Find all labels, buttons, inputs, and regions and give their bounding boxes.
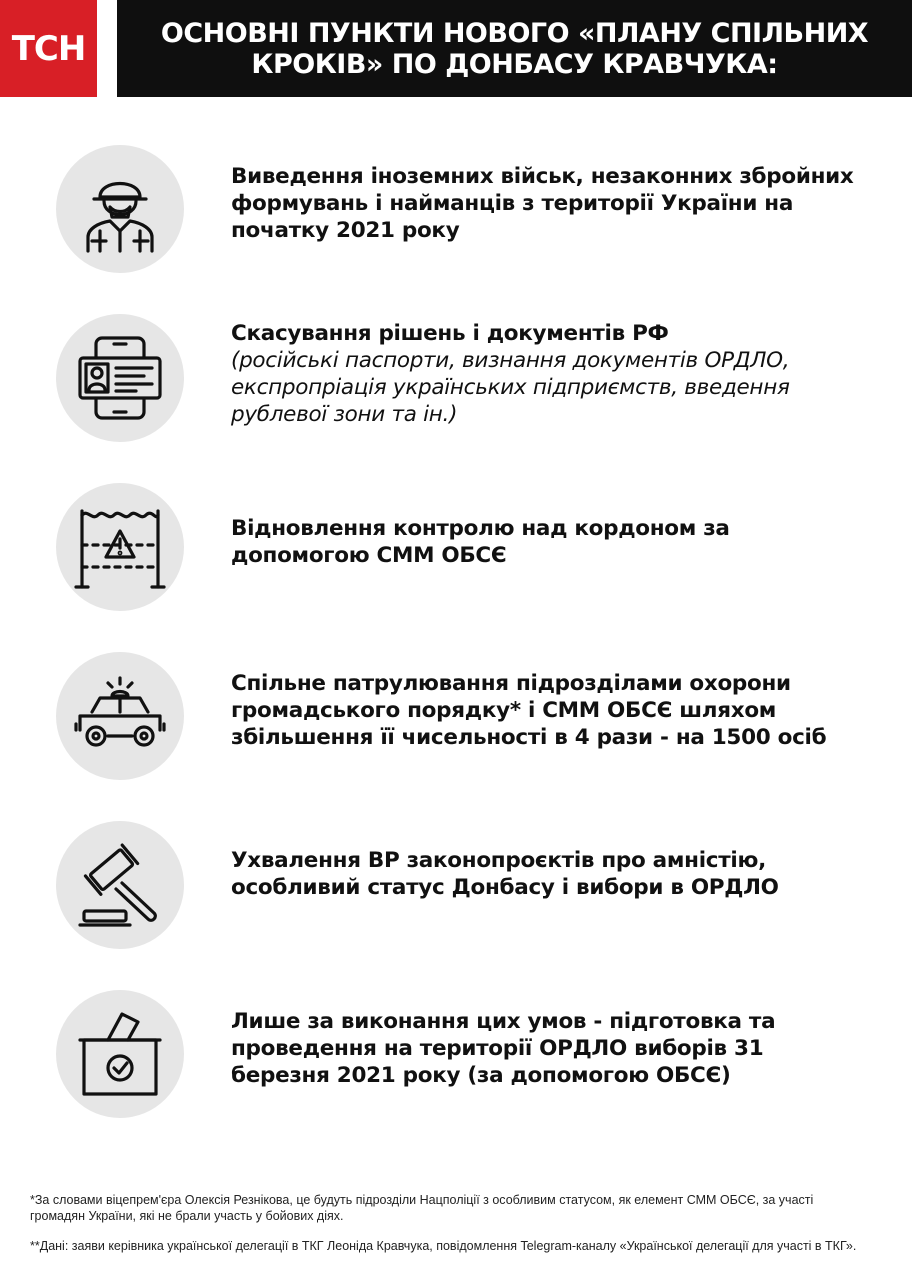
icon-circle (56, 314, 184, 442)
list-item (0, 483, 912, 613)
soldier-icon (70, 159, 170, 259)
list-item (0, 314, 912, 444)
tsn-logo (0, 0, 97, 97)
police-car-icon (70, 666, 170, 766)
item-emphasis: СММ ОБСЄ (376, 543, 507, 568)
header-banner (117, 0, 912, 97)
list-item (0, 652, 912, 782)
icon-circle (56, 483, 184, 611)
footnote-resnikov: *За словами віцепрем'єра Олексія Резнікова, це будуть підрозділи Нацполіції з особливим статусом, як елемент СММ ОБСЄ, за участі громадян України, які не брали участь у бойових діях. (30, 1193, 814, 1223)
footnote-source: **Дані: заяви керівника української делегації в ТКГ Леоніда Кравчука, повідомлення Telegram-каналу «Української делегації для участі в ТКГ». (30, 1239, 857, 1253)
gavel-icon (70, 835, 170, 935)
ballot-box-icon (70, 1004, 170, 1104)
item-subtitle: (російські паспорти, визнання документів ОРДЛО, експропріація українських підприємств, введення рублевої зони та ін.) (231, 348, 790, 427)
item-text: Спільне патрулювання підрозділами охорони громадського порядку* і СММ ОБСЄ шляхом збільшення її чисельності в 4 рази - на 1500 осіб (231, 671, 827, 750)
icon-circle (56, 652, 184, 780)
item-text: Ухвалення ВР законопроєктів про амністію, особливий статус Донбасу і вибори в ОРДЛО (231, 848, 779, 900)
item-text: Лише за виконання цих умов - підготовка та проведення на території ОРДЛО виборів 31 березня 2021 року (за допомогою ОБСЄ) (231, 1009, 776, 1088)
item-title: Скасування рішень і документів РФ (231, 321, 669, 346)
list-item (0, 821, 912, 951)
page-title: ОСНОВНІ ПУНКТИ НОВОГО «ПЛАНУ СПІЛЬНИХ КРОКІВ» ПО ДОНБАСУ КРАВЧУКА: (160, 17, 869, 80)
logo-text: ТСН (11, 28, 86, 69)
icon-circle (56, 145, 184, 273)
item-text: Виведення іноземних військ, незаконних збройних формувань і найманців з території України на початку 2021 року (231, 164, 854, 243)
item-text-block (231, 515, 861, 569)
list-item (0, 145, 912, 275)
item-title: Відновлення контролю над кордоном за допомогою (231, 516, 730, 568)
icon-circle (56, 821, 184, 949)
item-text-block (231, 320, 861, 428)
border-fence-icon (70, 497, 170, 597)
id-documents-icon (70, 328, 170, 428)
icon-circle (56, 990, 184, 1118)
list-item (0, 990, 912, 1120)
